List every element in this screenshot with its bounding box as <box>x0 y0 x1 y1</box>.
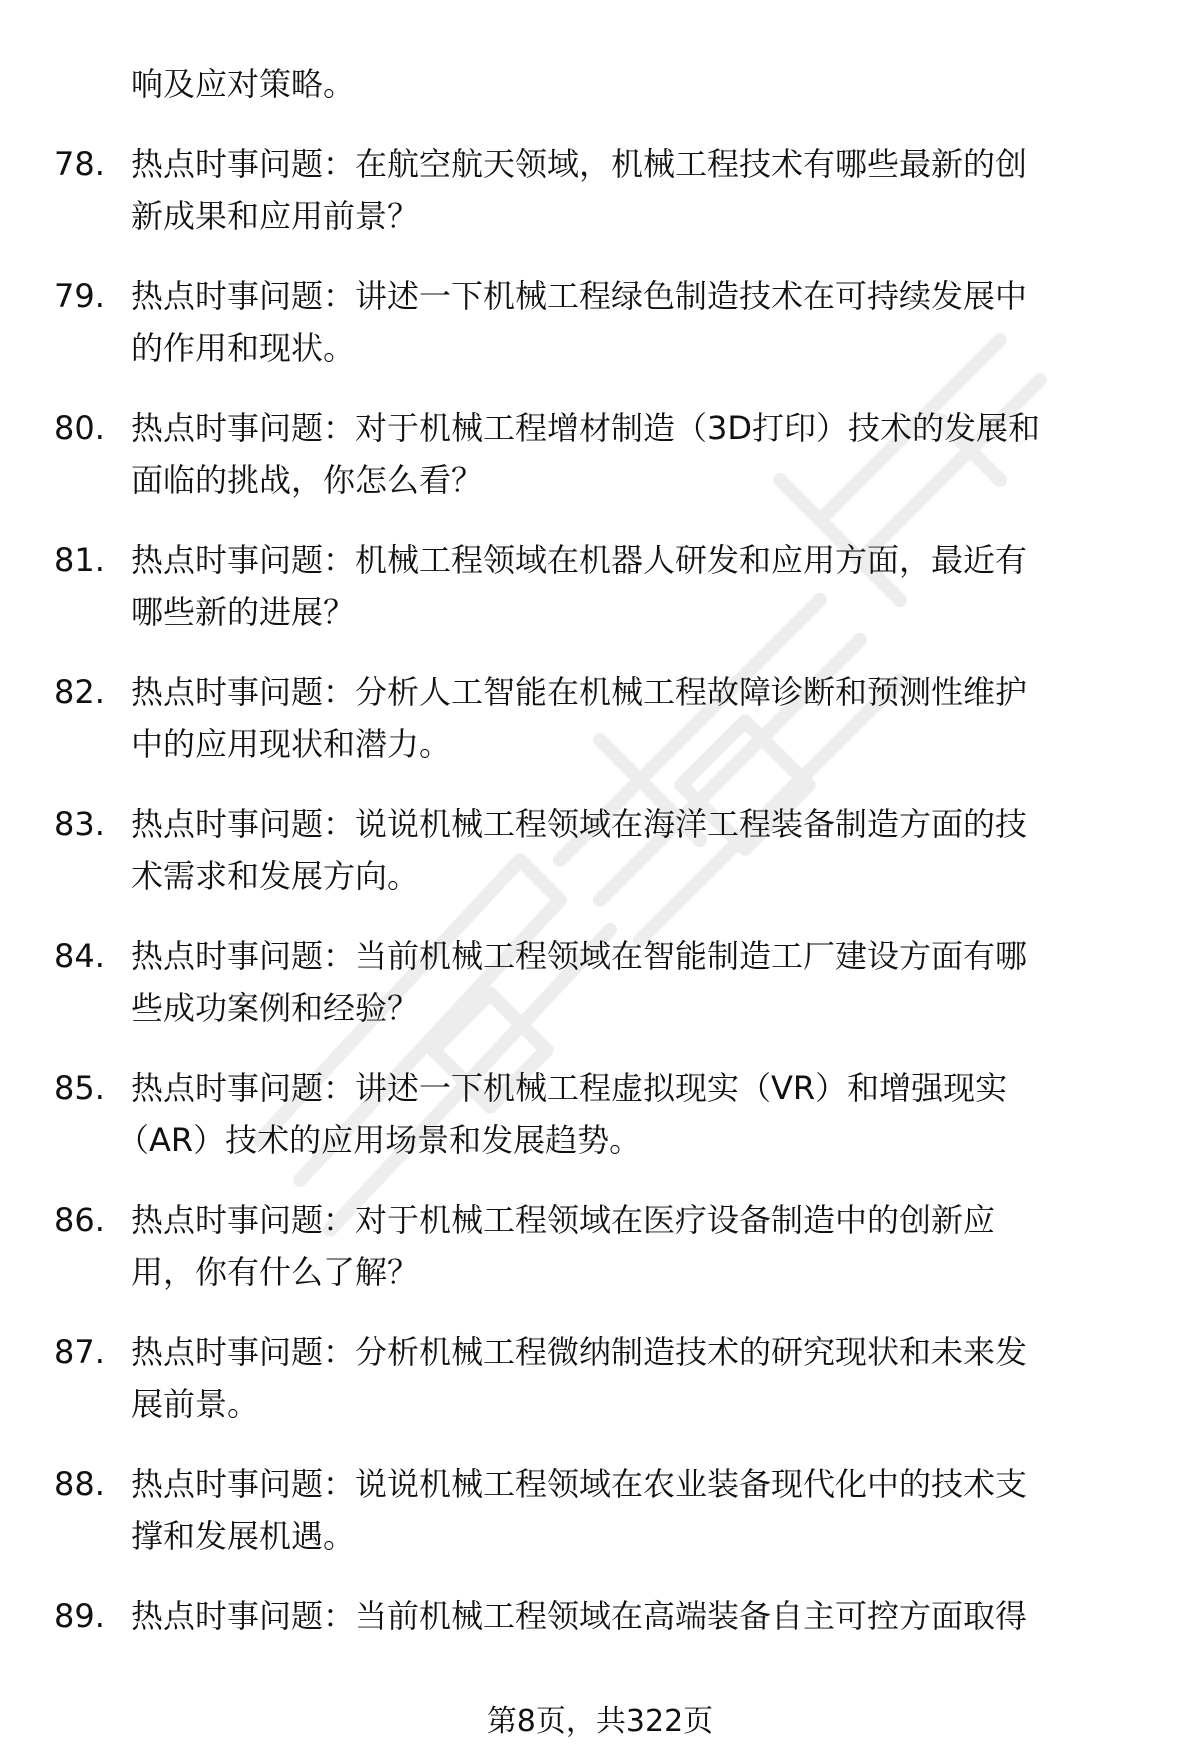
item-text-line: 热点时事问题：对于机械工程领域在医疗设备制造中的创新应 <box>131 1201 996 1239</box>
item-text-line: 热点时事问题：讲述一下机械工程绿色制造技术在可持续发展中 <box>131 277 1028 315</box>
item-text-line: 面临的挑战，你怎么看？ <box>131 461 484 499</box>
item-number: 79. <box>54 277 105 315</box>
item-number: 78. <box>54 145 105 183</box>
list-item <box>0 270 1200 374</box>
item-number: 89. <box>54 1597 105 1635</box>
item-number: 84. <box>54 937 105 975</box>
item-text-line: 些成功案例和经验？ <box>131 989 420 1027</box>
item-text-line: 术需求和发展方向。 <box>131 857 420 895</box>
list-item <box>0 666 1200 770</box>
item-number: 81. <box>54 541 105 579</box>
item-text-line: 热点时事问题：对于机械工程增材制造（3D打印）技术的发展和 <box>131 409 1041 447</box>
list-item <box>0 1458 1200 1562</box>
item-text-line: 热点时事问题：在航空航天领域，机械工程技术有哪些最新的创 <box>131 145 1028 183</box>
list-item <box>0 930 1200 1034</box>
list-item <box>0 1062 1200 1166</box>
item-text-line: 撑和发展机遇。 <box>131 1517 356 1555</box>
continuation-text: 响及应对策略。 <box>131 65 356 103</box>
item-text-line: 哪些新的进展？ <box>131 593 356 631</box>
item-number: 80. <box>54 409 105 447</box>
item-text-line: 新成果和应用前景？ <box>131 197 420 235</box>
item-number: 87. <box>54 1333 105 1371</box>
item-number: 83. <box>54 805 105 843</box>
page-footer: 第8页，共322页 <box>486 1704 714 1739</box>
item-text-line: 热点时事问题：分析人工智能在机械工程故障诊断和预测性维护 <box>131 673 1028 711</box>
question-list <box>0 138 1200 1722</box>
item-text-line: 热点时事问题：当前机械工程领域在高端装备自主可控方面取得 <box>131 1597 1028 1635</box>
item-text-line: 热点时事问题：说说机械工程领域在海洋工程装备制造方面的技 <box>131 805 1028 843</box>
item-text-line: 的作用和现状。 <box>131 329 356 367</box>
item-text-line: 热点时事问题：机械工程领域在机器人研发和应用方面，最近有 <box>131 541 1028 579</box>
item-text-line: 展前景。 <box>131 1385 260 1423</box>
item-text-line: 热点时事问题：当前机械工程领域在智能制造工厂建设方面有哪 <box>131 937 1028 975</box>
item-text-line: 用，你有什么了解？ <box>131 1253 420 1291</box>
list-item <box>0 138 1200 242</box>
item-text-line: 热点时事问题：分析机械工程微纳制造技术的研究现状和未来发 <box>131 1333 1028 1371</box>
list-item <box>0 1326 1200 1430</box>
list-item <box>0 1590 1200 1694</box>
item-text-line: 中的应用现状和潜力。 <box>131 725 452 763</box>
item-number: 85. <box>54 1069 105 1107</box>
item-text-line: （AR）技术的应用场景和发展趋势。 <box>117 1121 642 1159</box>
item-text-line: 热点时事问题：说说机械工程领域在农业装备现代化中的技术支 <box>131 1465 1028 1503</box>
list-item <box>0 798 1200 902</box>
item-number: 82. <box>54 673 105 711</box>
item-number: 86. <box>54 1201 105 1239</box>
list-item <box>0 402 1200 506</box>
list-item <box>0 534 1200 638</box>
list-item <box>0 1194 1200 1298</box>
item-number: 88. <box>54 1465 105 1503</box>
item-text-line: 热点时事问题：讲述一下机械工程虚拟现实（VR）和增强现实 <box>131 1069 1008 1107</box>
